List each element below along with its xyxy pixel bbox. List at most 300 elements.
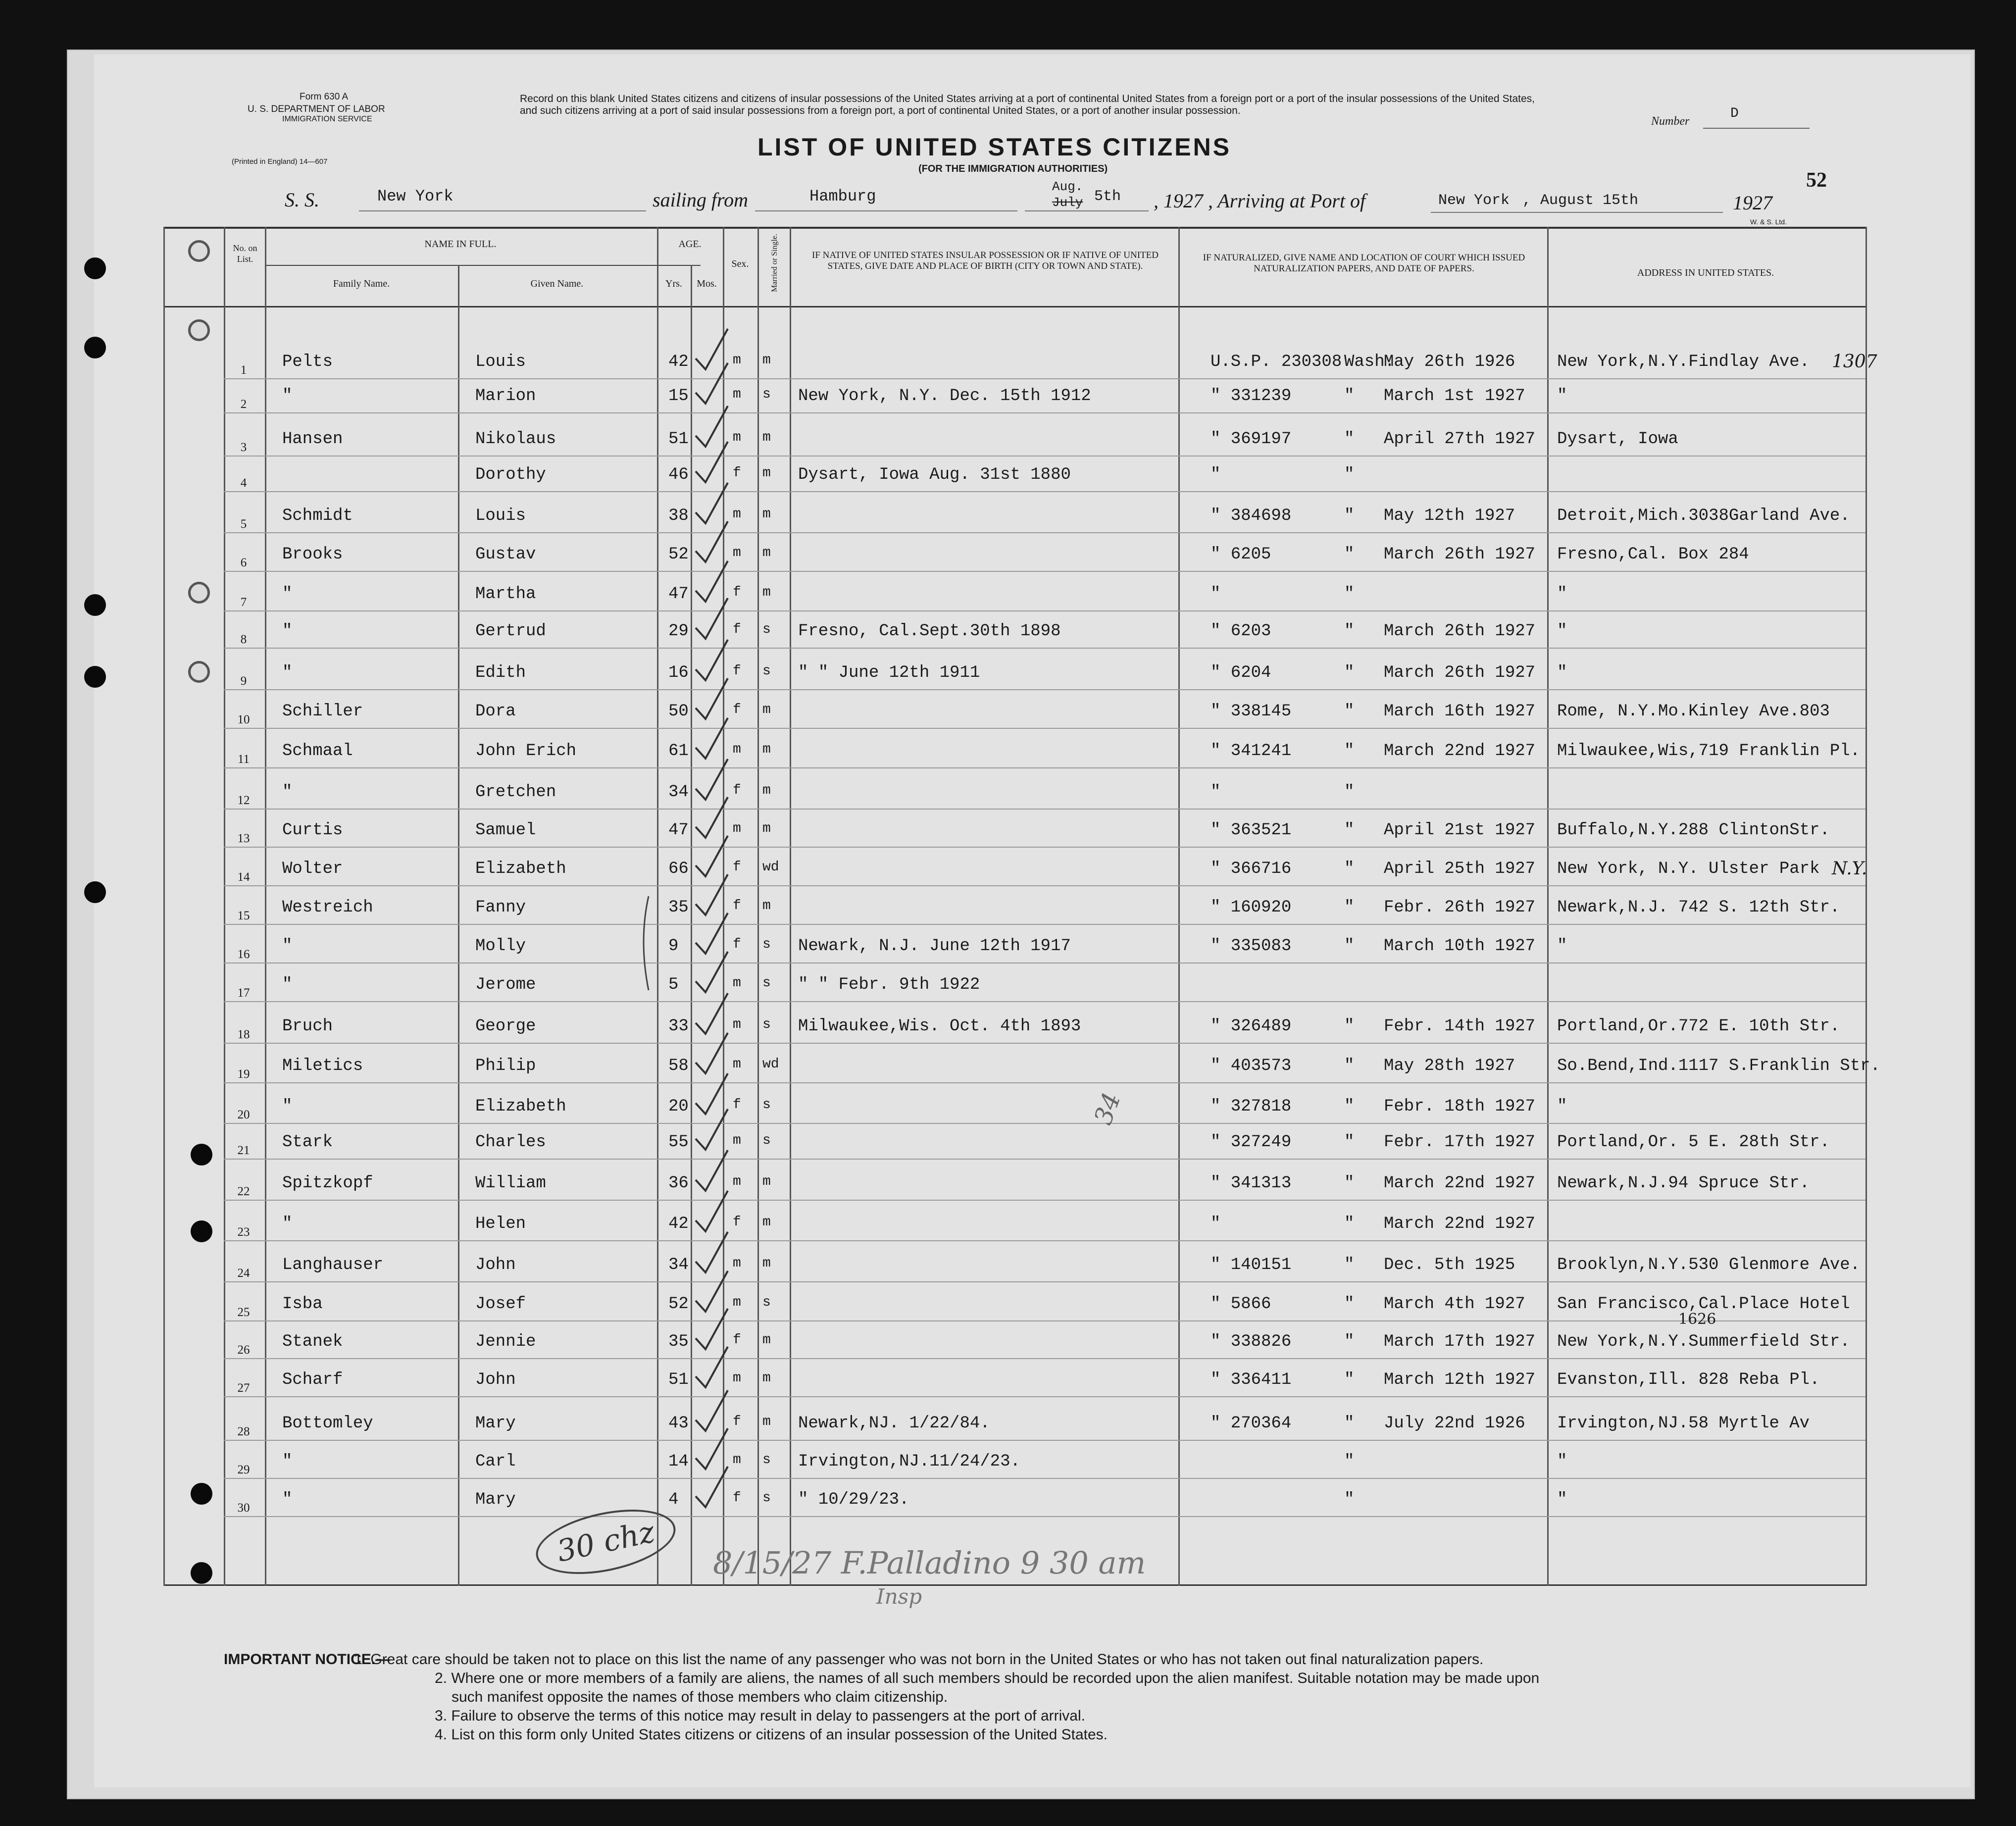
- check-mark: [696, 993, 728, 1034]
- marital-status: m: [762, 742, 771, 757]
- check-mark: [696, 1390, 728, 1431]
- notice-item-2b: such manifest opposite the names of those members who claim citizenship.: [452, 1689, 948, 1705]
- marital-status: s: [762, 1295, 771, 1310]
- naturalization-court: ": [1344, 1133, 1355, 1152]
- marital-status: m: [762, 1332, 771, 1348]
- age-years: 4: [668, 1490, 679, 1509]
- naturalization-court: ": [1344, 937, 1355, 956]
- header-age: AGE.: [678, 239, 702, 250]
- naturalization-court: ": [1344, 1332, 1355, 1351]
- given-name: John: [475, 1256, 516, 1274]
- age-years: 55: [668, 1133, 689, 1152]
- check-mark: [696, 1191, 728, 1231]
- family-name: Schmaal: [282, 742, 353, 761]
- header-address: ADDRESS IN UNITED STATES.: [1637, 267, 1774, 278]
- naturalization-date: March 26th 1927: [1384, 622, 1536, 641]
- inspector-stamp: 8/15/27 F.Palladino 9 30 am: [713, 1545, 1146, 1581]
- family-name: ": [282, 1490, 293, 1509]
- naturalization-date: March 1st 1927: [1384, 387, 1525, 406]
- naturalization-cert: ": [1210, 585, 1221, 604]
- sex: f: [733, 622, 741, 637]
- address: Dysart, Iowa: [1557, 430, 1678, 449]
- ss-label: S. S.: [285, 189, 319, 211]
- check-mark: [696, 952, 728, 992]
- given-name: Elizabeth: [475, 860, 566, 878]
- given-name: Elizabeth: [475, 1097, 566, 1116]
- age-years: 61: [668, 742, 689, 761]
- page-number: 52: [1806, 169, 1827, 192]
- address: Evanston,Ill. 828 Reba Pl.: [1557, 1370, 1820, 1389]
- address: ": [1557, 663, 1567, 682]
- sex: f: [733, 1414, 741, 1429]
- handwritten-count: 30 chz: [530, 1498, 682, 1585]
- sex: f: [733, 898, 741, 913]
- printed-note: (Printed in England) 14—607: [232, 157, 328, 166]
- departure-month-struck: July: [1052, 195, 1083, 210]
- row-number: 3: [240, 441, 247, 454]
- header-mos: Mos.: [697, 278, 717, 289]
- age-years: 29: [668, 622, 689, 641]
- naturalization-date: March 17th 1927: [1384, 1332, 1536, 1351]
- header-native-birth: IF NATIVE OF UNITED STATES INSULAR POSSESSION OR IF NATIVE OF UNITED STATES, GIVE DATE AND PLACE OF BIRTH (CITY OR TOWN AND STATE).: [812, 250, 1159, 271]
- given-name: Jerome: [475, 975, 536, 994]
- address: New York,N.Y.Summerfield Str.: [1557, 1332, 1850, 1351]
- sex: m: [733, 1174, 741, 1189]
- number-label: Number: [1651, 115, 1690, 128]
- birth-place-date: " " June 12th 1911: [798, 663, 980, 682]
- given-name: John Erich: [475, 742, 577, 761]
- family-name: Hansen: [282, 430, 343, 449]
- marital-status: m: [762, 1370, 771, 1386]
- birth-place-date: Milwaukee,Wis. Oct. 4th 1893: [798, 1017, 1081, 1036]
- marital-status: m: [762, 1174, 771, 1189]
- naturalization-cert: ": [1210, 465, 1221, 484]
- naturalization-date: Febr. 18th 1927: [1384, 1097, 1536, 1116]
- row-number: 14: [237, 870, 250, 884]
- naturalization-court: ": [1344, 742, 1355, 761]
- marital-status: m: [762, 545, 771, 560]
- naturalization-date: March 12th 1927: [1384, 1370, 1536, 1389]
- given-name: Dora: [475, 702, 516, 721]
- address: Portland,Or. 5 E. 28th Str.: [1557, 1133, 1830, 1152]
- naturalization-court: ": [1344, 702, 1355, 721]
- address: Brooklyn,N.Y.530 Glenmore Ave.: [1557, 1256, 1861, 1274]
- naturalization-cert: " 341241: [1210, 742, 1292, 761]
- given-name: George: [475, 1017, 536, 1036]
- naturalization-court: ": [1344, 1097, 1355, 1116]
- naturalization-cert: ": [1210, 783, 1221, 802]
- birth-place-date: Dysart, Iowa Aug. 31st 1880: [798, 465, 1071, 484]
- birth-place-date: Fresno, Cal.Sept.30th 1898: [798, 622, 1061, 641]
- row-number: 10: [237, 713, 250, 726]
- naturalization-court: ": [1344, 821, 1355, 840]
- check-mark: [696, 406, 728, 447]
- departure-day: 5th: [1094, 188, 1121, 205]
- ship-name: New York: [377, 187, 454, 205]
- marital-status: m: [762, 465, 771, 481]
- notice-item-1: 1. Great care should be taken not to place on this list the name of any passenger who was not born in the United States or who has not taken out final naturalization papers.: [354, 1651, 1484, 1668]
- family-name: Stark: [282, 1133, 333, 1152]
- check-mark: [696, 759, 728, 800]
- family-name: Wolter: [282, 860, 343, 878]
- naturalization-date: May 12th 1927: [1384, 507, 1515, 525]
- sex: m: [733, 353, 741, 368]
- naturalization-court: ": [1344, 1490, 1355, 1509]
- sex: m: [733, 1370, 741, 1386]
- marital-status: s: [762, 1097, 771, 1113]
- family-name: ": [282, 1097, 293, 1116]
- marital-status: s: [762, 622, 771, 637]
- family-name: Bruch: [282, 1017, 333, 1036]
- given-name: Nikolaus: [475, 430, 556, 449]
- sex: m: [733, 387, 741, 402]
- sex: m: [733, 545, 741, 560]
- age-years: 15: [668, 387, 689, 406]
- age-years: 33: [668, 1017, 689, 1036]
- family-name: ": [282, 937, 293, 956]
- address-annotation: 1626: [1678, 1311, 1716, 1328]
- department: U. S. DEPARTMENT OF LABOR: [248, 104, 385, 114]
- row-number: 18: [237, 1028, 250, 1041]
- age-years: 47: [668, 821, 689, 840]
- age-years: 52: [668, 1295, 689, 1314]
- naturalization-date: May 28th 1927: [1384, 1057, 1515, 1075]
- check-mark: [696, 640, 728, 680]
- marital-status: s: [762, 1452, 771, 1468]
- header-given-name: Given Name.: [530, 278, 584, 289]
- age-years: 52: [668, 545, 689, 564]
- sex: m: [733, 430, 741, 445]
- naturalization-cert: " 6203: [1210, 622, 1271, 641]
- naturalization-court: Wash.: [1344, 353, 1395, 371]
- naturalization-cert: " 6204: [1210, 663, 1271, 682]
- family-name: ": [282, 783, 293, 802]
- row-number: 24: [237, 1267, 250, 1280]
- sex: m: [733, 507, 741, 522]
- age-years: 66: [668, 860, 689, 878]
- naturalization-date: March 22nd 1927: [1384, 1174, 1536, 1193]
- header-sex: Sex.: [731, 258, 749, 269]
- birth-place-date: Newark,NJ. 1/22/84.: [798, 1414, 990, 1433]
- marital-status: m: [762, 898, 771, 913]
- given-name: Louis: [475, 353, 526, 371]
- marital-status: wd: [762, 860, 779, 875]
- check-mark: [696, 1109, 728, 1150]
- naturalization-cert: " 363521: [1210, 821, 1292, 840]
- given-name: Charles: [475, 1133, 546, 1152]
- row-number: 20: [237, 1108, 250, 1121]
- header-naturalized: IF NATURALIZED, GIVE NAME AND LOCATION OF COURT WHICH ISSUED NATURALIZATION PAPERS, AND DATE OF PAPERS.: [1203, 253, 1525, 274]
- naturalization-cert: " 6205: [1210, 545, 1271, 564]
- family-name: Schiller: [282, 702, 363, 721]
- number-value: D: [1730, 106, 1739, 121]
- sex: m: [733, 1452, 741, 1468]
- naturalization-court: ": [1344, 1370, 1355, 1389]
- sex: m: [733, 975, 741, 991]
- sex: f: [733, 465, 741, 481]
- marital-status: s: [762, 975, 771, 991]
- address: Newark,N.J. 742 S. 12th Str.: [1557, 898, 1840, 917]
- naturalization-court: ": [1344, 1256, 1355, 1274]
- header-family-name: Family Name.: [333, 278, 390, 289]
- immigration-service: IMMIGRATION SERVICE: [282, 115, 372, 123]
- naturalization-cert: " 5866: [1210, 1295, 1271, 1314]
- age-years: 35: [668, 1332, 689, 1351]
- row-number: 11: [237, 753, 250, 766]
- family-name: Langhauser: [282, 1256, 384, 1274]
- family-brace: [644, 896, 649, 990]
- check-mark: [696, 1347, 728, 1387]
- row-number: 16: [237, 948, 250, 961]
- row-number: 5: [240, 517, 247, 531]
- row-number: 21: [237, 1144, 250, 1157]
- address: San Francisco,Cal.Place Hotel: [1557, 1295, 1850, 1314]
- row-number: 25: [237, 1306, 250, 1319]
- sex: f: [733, 783, 741, 798]
- given-name: Louis: [475, 507, 526, 525]
- departure-month: Aug.: [1052, 179, 1083, 194]
- naturalization-court: ": [1344, 860, 1355, 878]
- marital-status: s: [762, 387, 771, 402]
- check-mark: [696, 598, 728, 639]
- naturalization-date: May 26th 1926: [1384, 353, 1515, 371]
- row-number: 28: [237, 1425, 250, 1438]
- family-name: Pelts: [282, 353, 333, 371]
- check-mark: [696, 913, 728, 954]
- birth-place-date: " 10/29/23.: [798, 1490, 909, 1509]
- marital-status: m: [762, 507, 771, 522]
- marital-status: s: [762, 937, 771, 952]
- marital-status: m: [762, 353, 771, 368]
- age-years: 43: [668, 1414, 689, 1433]
- check-mark: [696, 718, 728, 759]
- address: New York, N.Y. Ulster Park: [1557, 860, 1820, 878]
- age-years: 34: [668, 1256, 689, 1274]
- naturalization-date: March 22nd 1927: [1384, 1215, 1536, 1233]
- address: ": [1557, 622, 1567, 641]
- naturalization-date: March 26th 1927: [1384, 663, 1536, 682]
- family-name: Curtis: [282, 821, 343, 840]
- sex: m: [733, 1017, 741, 1032]
- check-mark: [696, 1467, 728, 1507]
- age-years: 58: [668, 1057, 689, 1075]
- address: ": [1557, 387, 1567, 406]
- check-mark: [696, 1033, 728, 1073]
- birth-place-date: Newark, N.J. June 12th 1917: [798, 937, 1071, 956]
- given-name: Samuel: [475, 821, 536, 840]
- family-name: ": [282, 975, 293, 994]
- naturalization-court: ": [1344, 1414, 1355, 1433]
- marital-status: m: [762, 430, 771, 445]
- sex: m: [733, 1133, 741, 1148]
- sex: m: [733, 1295, 741, 1310]
- naturalization-court: ": [1344, 1174, 1355, 1193]
- marital-status: s: [762, 1490, 771, 1506]
- given-name: Gustav: [475, 545, 536, 564]
- address: So.Bend,Ind.1117 S.Franklin Str.: [1557, 1057, 1880, 1075]
- arriving-label: , 1927 , Arriving at Port of: [1154, 190, 1366, 212]
- given-name: Dorothy: [475, 465, 546, 484]
- naturalization-cert: " 160920: [1210, 898, 1292, 917]
- naturalization-date: Febr. 17th 1927: [1384, 1133, 1536, 1152]
- birth-place-date: New York, N.Y. Dec. 15th 1912: [798, 387, 1091, 406]
- naturalization-court: ": [1344, 465, 1355, 484]
- age-years: 16: [668, 663, 689, 682]
- naturalization-date: Febr. 14th 1927: [1384, 1017, 1536, 1036]
- row-number: 23: [237, 1225, 250, 1239]
- check-mark: [696, 836, 728, 876]
- form-number: Form 630 A: [300, 92, 349, 102]
- address: ": [1557, 1490, 1567, 1509]
- check-mark: [696, 797, 728, 838]
- check-mark: [696, 442, 728, 482]
- given-name: Mary: [475, 1414, 516, 1433]
- naturalization-court: ": [1344, 783, 1355, 802]
- arrival-year: 1927: [1733, 192, 1772, 214]
- naturalization-cert: " 366716: [1210, 860, 1292, 878]
- row-number: 26: [237, 1343, 250, 1357]
- naturalization-date: April 27th 1927: [1384, 430, 1536, 449]
- naturalization-court: ": [1344, 663, 1355, 682]
- check-mark: [696, 483, 728, 523]
- naturalization-court: ": [1344, 622, 1355, 641]
- age-years: 42: [668, 1215, 689, 1233]
- naturalization-cert: " 335083: [1210, 937, 1292, 956]
- given-name: Gertrud: [475, 622, 546, 641]
- naturalization-date: Dec. 5th 1925: [1384, 1256, 1515, 1274]
- sex: m: [733, 1256, 741, 1271]
- naturalization-court: ": [1344, 898, 1355, 917]
- marital-status: m: [762, 585, 771, 600]
- age-years: 42: [668, 353, 689, 371]
- naturalization-cert: U.S.P. 230308: [1210, 353, 1342, 371]
- record-instruction: Record on this blank United States citizens and citizens of insular possessions of the United States arriving at a port of continental United States from a foreign port or a port of the insular possessions of the United States, and such citizens arriving at a port of said insular possessions from a foreign port, a port of continental United States, or a port of another insular possession.: [520, 93, 1535, 116]
- printer-mark: W. & S. Ltd.: [1750, 218, 1787, 226]
- check-mark: [696, 521, 728, 562]
- naturalization-date: March 10th 1927: [1384, 937, 1536, 956]
- sex: f: [733, 1490, 741, 1506]
- sex: m: [733, 821, 741, 836]
- check-mark: [696, 1309, 728, 1349]
- marital-status: m: [762, 1215, 771, 1230]
- header-married-single: Married or Single.: [770, 234, 779, 292]
- row-number: 27: [237, 1381, 250, 1395]
- age-years: 34: [668, 783, 689, 802]
- family-name: ": [282, 1215, 293, 1233]
- sex: f: [733, 937, 741, 952]
- age-years: 38: [668, 507, 689, 525]
- naturalization-court: ": [1344, 585, 1355, 604]
- page-title: LIST OF UNITED STATES CITIZENS: [757, 133, 1232, 161]
- age-years: 36: [668, 1174, 689, 1193]
- marital-status: m: [762, 821, 771, 836]
- address: ": [1557, 937, 1567, 956]
- sailing-label: sailing from: [653, 189, 748, 211]
- check-mark: [696, 678, 728, 719]
- naturalization-court: ": [1344, 1295, 1355, 1314]
- given-name: Helen: [475, 1215, 526, 1233]
- check-mark: [696, 561, 728, 602]
- family-name: Miletics: [282, 1057, 363, 1075]
- header-yrs: Yrs.: [665, 278, 682, 289]
- address: Buffalo,N.Y.288 ClintonStr.: [1557, 821, 1830, 840]
- given-name: Fanny: [475, 898, 526, 917]
- family-name: Spitzkopf: [282, 1174, 373, 1193]
- age-years: 50: [668, 702, 689, 721]
- naturalization-cert: " 331239: [1210, 387, 1292, 406]
- age-years: 46: [668, 465, 689, 484]
- sex: f: [733, 663, 741, 679]
- naturalization-cert: " 403573: [1210, 1057, 1292, 1075]
- naturalization-cert: " 270364: [1210, 1414, 1292, 1433]
- naturalization-court: ": [1344, 1215, 1355, 1233]
- row-number: 2: [240, 398, 247, 411]
- naturalization-date: March 22nd 1927: [1384, 742, 1536, 761]
- naturalization-cert: " 327249: [1210, 1133, 1292, 1152]
- naturalization-cert: " 326489: [1210, 1017, 1292, 1036]
- row-number: 12: [237, 794, 250, 807]
- check-mark: [696, 1232, 728, 1272]
- row-number: 6: [240, 556, 247, 569]
- margin-mark: 34: [1088, 1089, 1126, 1128]
- row-number: 1: [240, 363, 247, 377]
- naturalization-date: March 4th 1927: [1384, 1295, 1525, 1314]
- given-name: Gretchen: [475, 783, 556, 802]
- naturalization-court: ": [1344, 507, 1355, 525]
- family-name: Scharf: [282, 1370, 343, 1389]
- address: ": [1557, 585, 1567, 604]
- row-number: 4: [240, 476, 247, 490]
- address: Portland,Or.772 E. 10th Str.: [1557, 1017, 1840, 1036]
- family-name: ": [282, 387, 293, 406]
- naturalization-cert: " 338145: [1210, 702, 1292, 721]
- sex: f: [733, 1097, 741, 1113]
- check-mark: [696, 1271, 728, 1312]
- given-name: Jennie: [475, 1332, 536, 1351]
- check-mark: [696, 1428, 728, 1469]
- naturalization-date: April 25th 1927: [1384, 860, 1536, 878]
- naturalization-cert: " 369197: [1210, 430, 1292, 449]
- age-years: 9: [668, 937, 679, 956]
- family-name: ": [282, 663, 293, 682]
- inspector-initials: Insp: [876, 1584, 922, 1609]
- naturalization-cert: " 338826: [1210, 1332, 1292, 1351]
- header-name-in-full: NAME IN FULL.: [424, 239, 497, 250]
- given-name: Josef: [475, 1295, 526, 1314]
- age-years: 51: [668, 1370, 689, 1389]
- check-mark: [696, 1150, 728, 1191]
- sex: f: [733, 702, 741, 717]
- marital-status: s: [762, 1133, 771, 1148]
- naturalization-date: July 22nd 1926: [1384, 1414, 1525, 1433]
- age-years: 5: [668, 975, 679, 994]
- page-subtitle: (FOR THE IMMIGRATION AUTHORITIES): [918, 163, 1108, 174]
- given-name: Mary: [475, 1490, 516, 1509]
- row-number: 17: [237, 986, 250, 1000]
- notice-item-3: 3. Failure to observe the terms of this notice may result in delay to passengers at the port of arrival.: [435, 1708, 1085, 1724]
- naturalization-cert: " 384698: [1210, 507, 1292, 525]
- family-name: Westreich: [282, 898, 373, 917]
- row-number: 8: [240, 633, 247, 646]
- naturalization-cert: " 336411: [1210, 1370, 1292, 1389]
- marital-status: m: [762, 1256, 771, 1271]
- row-number: 30: [237, 1501, 250, 1515]
- age-years: 20: [668, 1097, 689, 1116]
- naturalization-cert: ": [1210, 1215, 1221, 1233]
- row-number: 7: [240, 596, 247, 609]
- check-mark: [696, 874, 728, 915]
- age-years: 14: [668, 1452, 689, 1471]
